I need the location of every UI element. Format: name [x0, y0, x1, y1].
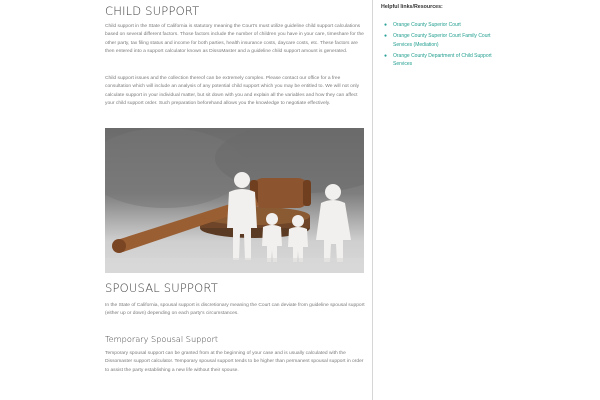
column-divider [372, 0, 373, 400]
link-oc-superior-court[interactable]: Orange County Superior Court [393, 22, 461, 28]
link-oc-child-support-services[interactable]: Orange County Department of Child Support Services [393, 52, 492, 68]
family-gavel-photo [105, 128, 364, 273]
family-gavel-illustration [105, 128, 364, 273]
list-item [381, 21, 506, 29]
resource-links-list [381, 21, 506, 68]
bullet-icon: ● [384, 33, 388, 40]
list-item [381, 32, 506, 49]
child-support-paragraph-2: Child support issues and the collection thereof can be extremely complex. Please contact our office for a free consultation which will include an analysis of any potential child support which you may be entitled to. We will not only calculate support in your individual matter, but sit down with you and explain all the variables and how they can affect your child support order. Such preparation beforehand allows you the knowledge to negotiate effectively. [105, 76, 360, 106]
bullet-icon: ● [384, 22, 388, 28]
list-item [381, 52, 506, 69]
child-support-paragraph-1: Child support in the State of California is statutory meaning the Court's must utilize guideline child support calculations based on several different factors. Those factors include the number of children you have in your care, timeshare for the other party, tax filing status and income for both parties, health insurance costs, daycare costs, etc. These factors are then entered into a support calculator known as DissoMaster and a guideline child support amount is generated. [105, 24, 364, 54]
sidebar-title: Helpful links/Resources: [381, 4, 443, 10]
sidebar [381, 3, 506, 71]
child-support-heading: CHILD SUPPORT [105, 4, 200, 18]
link-oc-family-court-services[interactable]: Orange County Superior Court Family Court Services (Mediation) [393, 33, 491, 48]
temporary-spousal-support-paragraph: Temporary spousal support can be granted from at the beginning of your case and is usually calculated with the Dissomaster support calculator. Temporary spousal support tends to be higher than permanent spousal support in order to assist the party establishing a new life without their spouse. [105, 351, 364, 373]
spousal-support-paragraph: In the State of California, spousal support is discretionary meaning the Court can deviate from guideline spousal support (either up or down) depending on each party's circumstances. [105, 303, 365, 317]
spousal-support-heading: SPOUSAL SUPPORT [105, 281, 218, 295]
bullet-icon: ● [384, 52, 388, 59]
temporary-spousal-support-heading: Temporary Spousal Support [105, 334, 219, 344]
